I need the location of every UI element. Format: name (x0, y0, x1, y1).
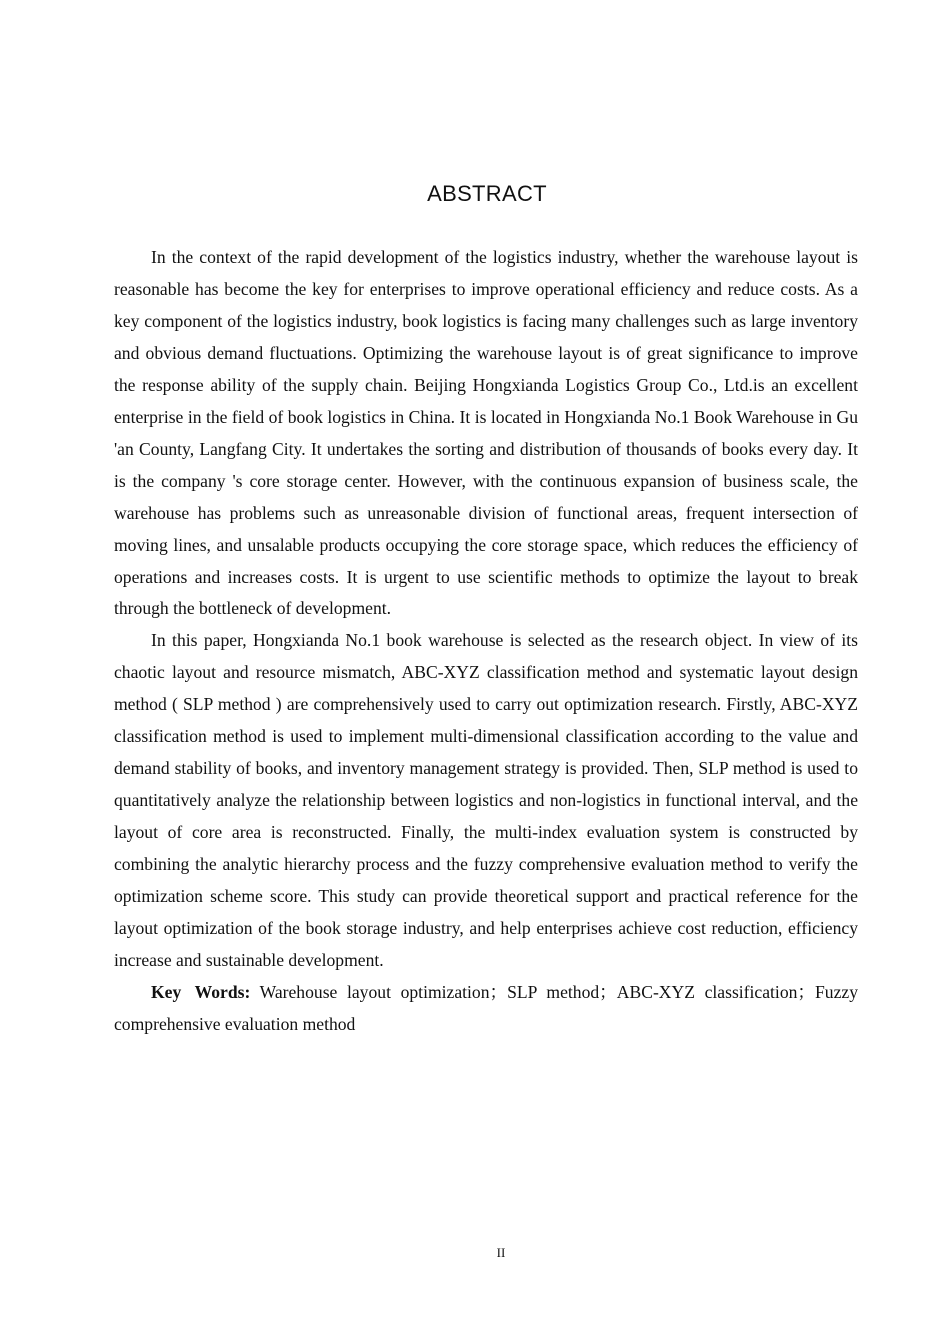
page-number: II (496, 1245, 506, 1260)
abstract-title: ABSTRACT (427, 181, 547, 206)
abstract-paragraph-2: In this paper, Hongxianda No.1 book warehouse is selected as the research object. In view of its chaotic layout and resource mismatch, ABC-XYZ classification method and systematic layout design method ( SLP method ) are comprehensively used to carry out optimization research. Firstly, ABC-XYZ classification method is used to implement multi-dimensional classification according to the value and demand stability of books, and inventory management strategy is provided. Then, SLP method is used to quantitatively analyze the relationship between logistics and non-logistics in functional interval, and the layout of core area is reconstructed. Finally, the multi-index evaluation system is constructed by combining the analytic hierarchy process and the fuzzy comprehensive evaluation method to verify the optimization scheme score. This study can provide theoretical support and practical reference for the layout optimization of the book storage industry, and help enterprises achieve cost reduction, efficiency increase and sustainable development. (114, 630, 858, 970)
keywords-label: Key Words: (151, 981, 251, 1002)
keywords-text: Warehouse layout optimization；SLP method；ABC-XYZ classification；Fuzzy comprehensive evaluation method (114, 981, 859, 1034)
abstract-paragraph-1: In the context of the rapid development of the logistics industry, whether the warehouse layout is reasonable has become the key for enterprises to improve operational efficiency and reduce costs. As a key component of the logistics industry, book logistics is facing many challenges such as large inventory and obvious demand fluctuations. Optimizing the warehouse layout is of great significance to improve the response ability of the supply chain. Beijing Hongxianda Logistics Group Co., Ltd.is an excellent enterprise in the field of book logistics in China. It is located in Hongxianda No.1 Book Warehouse in Gu 'an County, Langfang City. It undertakes the sorting and distribution of thousands of books every day. It is the company 's core storage center. However, with the continuous expansion of business scale, the warehouse has problems such as unreasonable division of functional areas, frequent intersection of moving lines, and unsalable products occupying the core storage space, which reduces the efficiency of operations and increases costs. It is urgent to use scientific methods to optimize the layout to break through the bottleneck of development. (114, 247, 858, 619)
abstract-body (114, 242, 858, 1041)
keywords-line (114, 977, 858, 1041)
